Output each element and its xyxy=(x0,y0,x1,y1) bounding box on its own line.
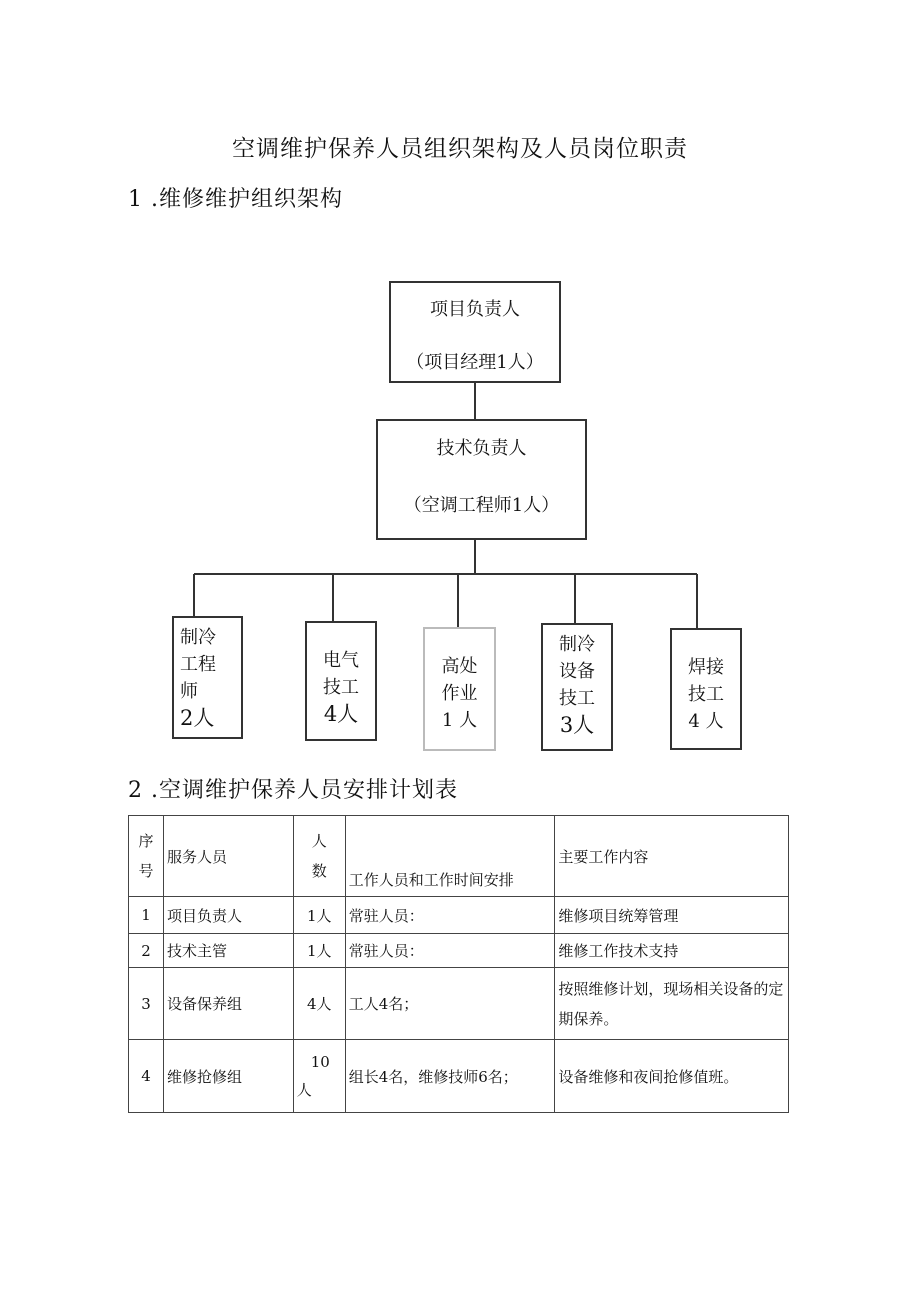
section-heading-plan: 2 .空调维护保养人员安排计划表 xyxy=(128,778,458,803)
document-title: 空调维护保养人员组织架构及人员岗位职责 xyxy=(232,136,688,162)
table-header-row xyxy=(129,816,789,897)
team-label-line: 师 xyxy=(180,681,198,702)
team-label-line: 电气 xyxy=(323,650,359,671)
cell-count-line: 10 xyxy=(310,1053,330,1071)
tech-lead-role: 技术负责人 xyxy=(436,438,527,459)
header-count-line: 人 xyxy=(311,832,327,850)
section-heading-org: 1 .维修维护组织架构 xyxy=(128,187,343,212)
team-label-line: 制冷 xyxy=(180,627,216,648)
cell-count-line: 人 xyxy=(296,1081,312,1099)
table-row xyxy=(129,968,789,1040)
header-seq-line: 号 xyxy=(138,862,154,880)
team-label-line: 技工 xyxy=(688,684,724,705)
team-label-line: 工程 xyxy=(180,654,216,675)
cell-seq: 1 xyxy=(129,897,164,934)
team-label-line: 作业 xyxy=(441,683,478,704)
header-schedule: 工作人员和工作时间安排 xyxy=(345,816,555,897)
cell-staff: 维修抢修组 xyxy=(163,1040,293,1113)
cell-content: 维修项目统筹管理 xyxy=(555,897,789,934)
cell-staff: 设备保养组 xyxy=(163,968,293,1040)
team-label-line: 技工 xyxy=(323,677,359,698)
org-node-project-lead xyxy=(389,281,561,383)
team-label-line: 设备 xyxy=(559,661,595,682)
table-row xyxy=(129,1040,789,1113)
cell-count: 4人 xyxy=(293,968,345,1040)
header-count-line: 数 xyxy=(311,862,327,880)
project-lead-detail: （项目经理1人） xyxy=(406,352,544,373)
team-label-line: 高处 xyxy=(441,656,478,677)
cell-schedule: 组长4名，维修技师6名； xyxy=(345,1040,555,1113)
header-staff: 服务人员 xyxy=(163,816,293,897)
tech-lead-detail: （空调工程师1人） xyxy=(403,495,560,516)
cell-content: 设备维修和夜间抢修值班。 xyxy=(555,1040,789,1113)
team-label-line: 焊接 xyxy=(688,657,724,678)
org-node-electrician xyxy=(305,621,377,741)
cell-content: 维修工作技术支持 xyxy=(555,934,789,968)
staff-plan-table xyxy=(128,815,789,1113)
org-node-tech-lead xyxy=(376,419,587,540)
header-seq-line: 序 xyxy=(138,832,154,850)
cell-seq: 3 xyxy=(129,968,164,1040)
cell-count: 1人 xyxy=(293,934,345,968)
org-node-refrigeration-tech xyxy=(541,623,613,751)
team-count: 2人 xyxy=(180,706,215,730)
cell-count xyxy=(293,1040,345,1113)
org-node-refrigeration-engineer xyxy=(172,616,243,739)
project-lead-role: 项目负责人 xyxy=(430,299,520,320)
cell-staff: 项目负责人 xyxy=(163,897,293,934)
header-count xyxy=(293,816,345,897)
team-count: 3人 xyxy=(559,713,595,737)
team-count: 4 人 xyxy=(688,711,724,732)
team-count: 1 人 xyxy=(441,710,478,731)
header-content: 主要工作内容 xyxy=(555,816,789,897)
team-label-line: 技工 xyxy=(559,688,595,709)
cell-seq: 2 xyxy=(129,934,164,968)
table-row xyxy=(129,897,789,934)
header-seq xyxy=(129,816,164,897)
cell-count: 1人 xyxy=(293,897,345,934)
cell-staff: 技术主管 xyxy=(163,934,293,968)
table-row xyxy=(129,934,789,968)
cell-schedule: 常驻人员： xyxy=(345,897,555,934)
team-count: 4人 xyxy=(323,702,359,726)
cell-seq: 4 xyxy=(129,1040,164,1113)
org-node-high-altitude xyxy=(423,627,496,751)
cell-content: 按照维修计划，现场相关设备的定期保养。 xyxy=(555,968,789,1040)
cell-schedule: 工人4名； xyxy=(345,968,555,1040)
team-label-line: 制冷 xyxy=(559,634,595,655)
org-node-welder xyxy=(670,628,742,750)
cell-schedule: 常驻人员： xyxy=(345,934,555,968)
